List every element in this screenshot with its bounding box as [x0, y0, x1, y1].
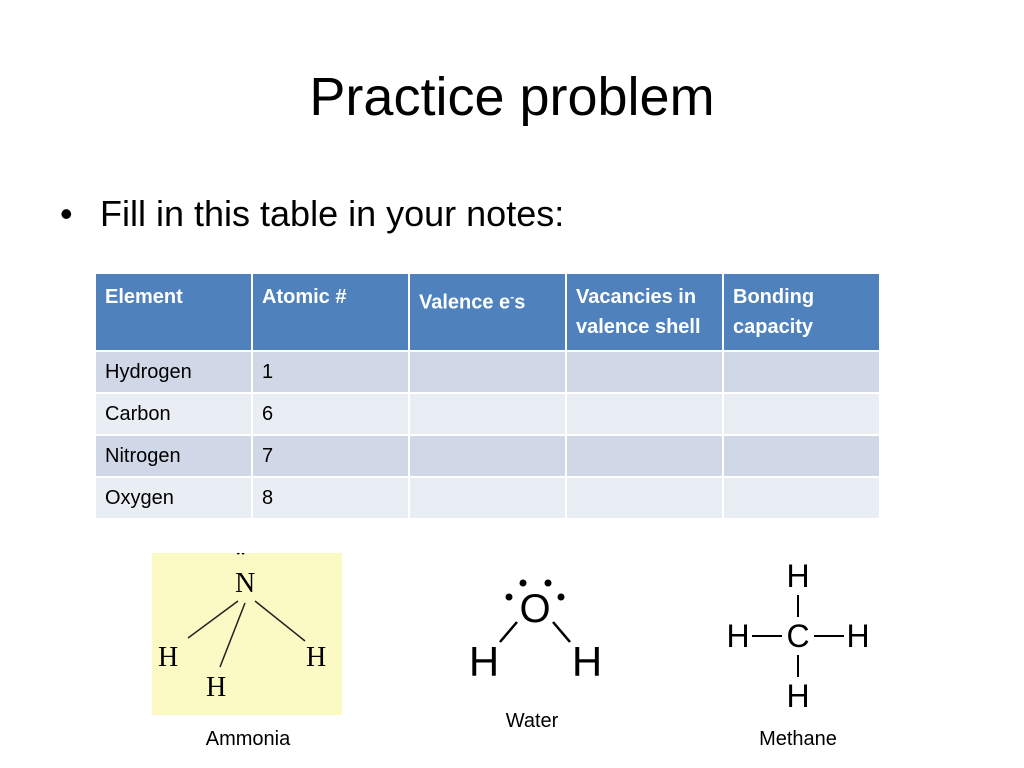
bullet-item: [60, 190, 564, 238]
cell-bonding: [723, 477, 880, 519]
water-diagram: [460, 570, 610, 685]
cell-vacancies: [566, 477, 723, 519]
ammonia-bond-right: [255, 601, 305, 641]
cell-valence: [409, 477, 566, 519]
cell-atomic-number: 6: [252, 393, 409, 435]
slide-title: Practice problem: [309, 67, 715, 127]
ammonia-h-right: H: [306, 642, 327, 673]
table-row: [95, 351, 880, 393]
cell-bonding: [723, 393, 880, 435]
table-header-row: [95, 273, 880, 351]
header-valence-electrons: [409, 273, 566, 351]
cell-element: Hydrogen: [95, 351, 252, 393]
water-lone-dot: [520, 580, 527, 587]
water-structure-svg: [460, 570, 610, 685]
header-vacancies: Vacancies in valence shell: [566, 273, 723, 351]
water-bond-right: [553, 622, 570, 642]
cell-atomic-number: 8: [252, 477, 409, 519]
ammonia-caption: Ammonia: [205, 728, 291, 750]
methane-structure-svg: [720, 557, 880, 717]
ammonia-lone-pair: ¨: [236, 553, 246, 577]
cell-valence: [409, 435, 566, 477]
cell-vacancies: [566, 435, 723, 477]
water-lone-dot: [545, 580, 552, 587]
header-valence-suffix: s: [514, 291, 526, 314]
bullet-text: Fill in this table in your notes:: [100, 193, 565, 234]
methane-h-right: H: [846, 618, 870, 654]
water-h-left: H: [468, 638, 500, 685]
ammonia-h-bottom: H: [206, 672, 227, 703]
water-center-atom: O: [519, 587, 551, 631]
cell-element: Carbon: [95, 393, 252, 435]
ammonia-diagram: [152, 553, 342, 715]
cell-vacancies: [566, 393, 723, 435]
methane-h-left: H: [726, 618, 750, 654]
ammonia-bond-left: [188, 601, 238, 638]
cell-valence: [409, 351, 566, 393]
header-valence-sup: -: [510, 290, 515, 304]
methane-h-top: H: [786, 558, 810, 594]
water-caption: Water: [505, 710, 559, 732]
water-h-right: H: [571, 638, 603, 685]
methane-h-bottom: H: [786, 678, 810, 714]
table-row: [95, 435, 880, 477]
ammonia-bond-bottom: [220, 603, 245, 667]
table-row: [95, 393, 880, 435]
header-atomic-number: Atomic #: [252, 273, 409, 351]
ammonia-structure-svg: [152, 553, 342, 715]
methane-center-atom: C: [786, 618, 810, 654]
cell-element: Oxygen: [95, 477, 252, 519]
cell-atomic-number: 7: [252, 435, 409, 477]
ammonia-h-left: H: [158, 642, 179, 673]
methane-diagram: [720, 557, 880, 717]
ammonia-center-atom: N: [235, 568, 256, 599]
cell-element: Nitrogen: [95, 435, 252, 477]
water-lone-dot: [558, 594, 565, 601]
cell-atomic-number: 1: [252, 351, 409, 393]
water-lone-dot: [506, 594, 513, 601]
methane-caption: Methane: [759, 728, 837, 750]
cell-bonding: [723, 435, 880, 477]
header-valence-label: Valence e: [419, 291, 511, 314]
element-table: [94, 272, 881, 520]
cell-bonding: [723, 351, 880, 393]
cell-vacancies: [566, 351, 723, 393]
table-row: [95, 477, 880, 519]
header-bonding-capacity: Bonding capacity: [723, 273, 880, 351]
water-bond-left: [500, 622, 517, 642]
header-element: Element: [95, 273, 252, 351]
cell-valence: [409, 393, 566, 435]
bullet-dot-icon: •: [60, 193, 73, 234]
